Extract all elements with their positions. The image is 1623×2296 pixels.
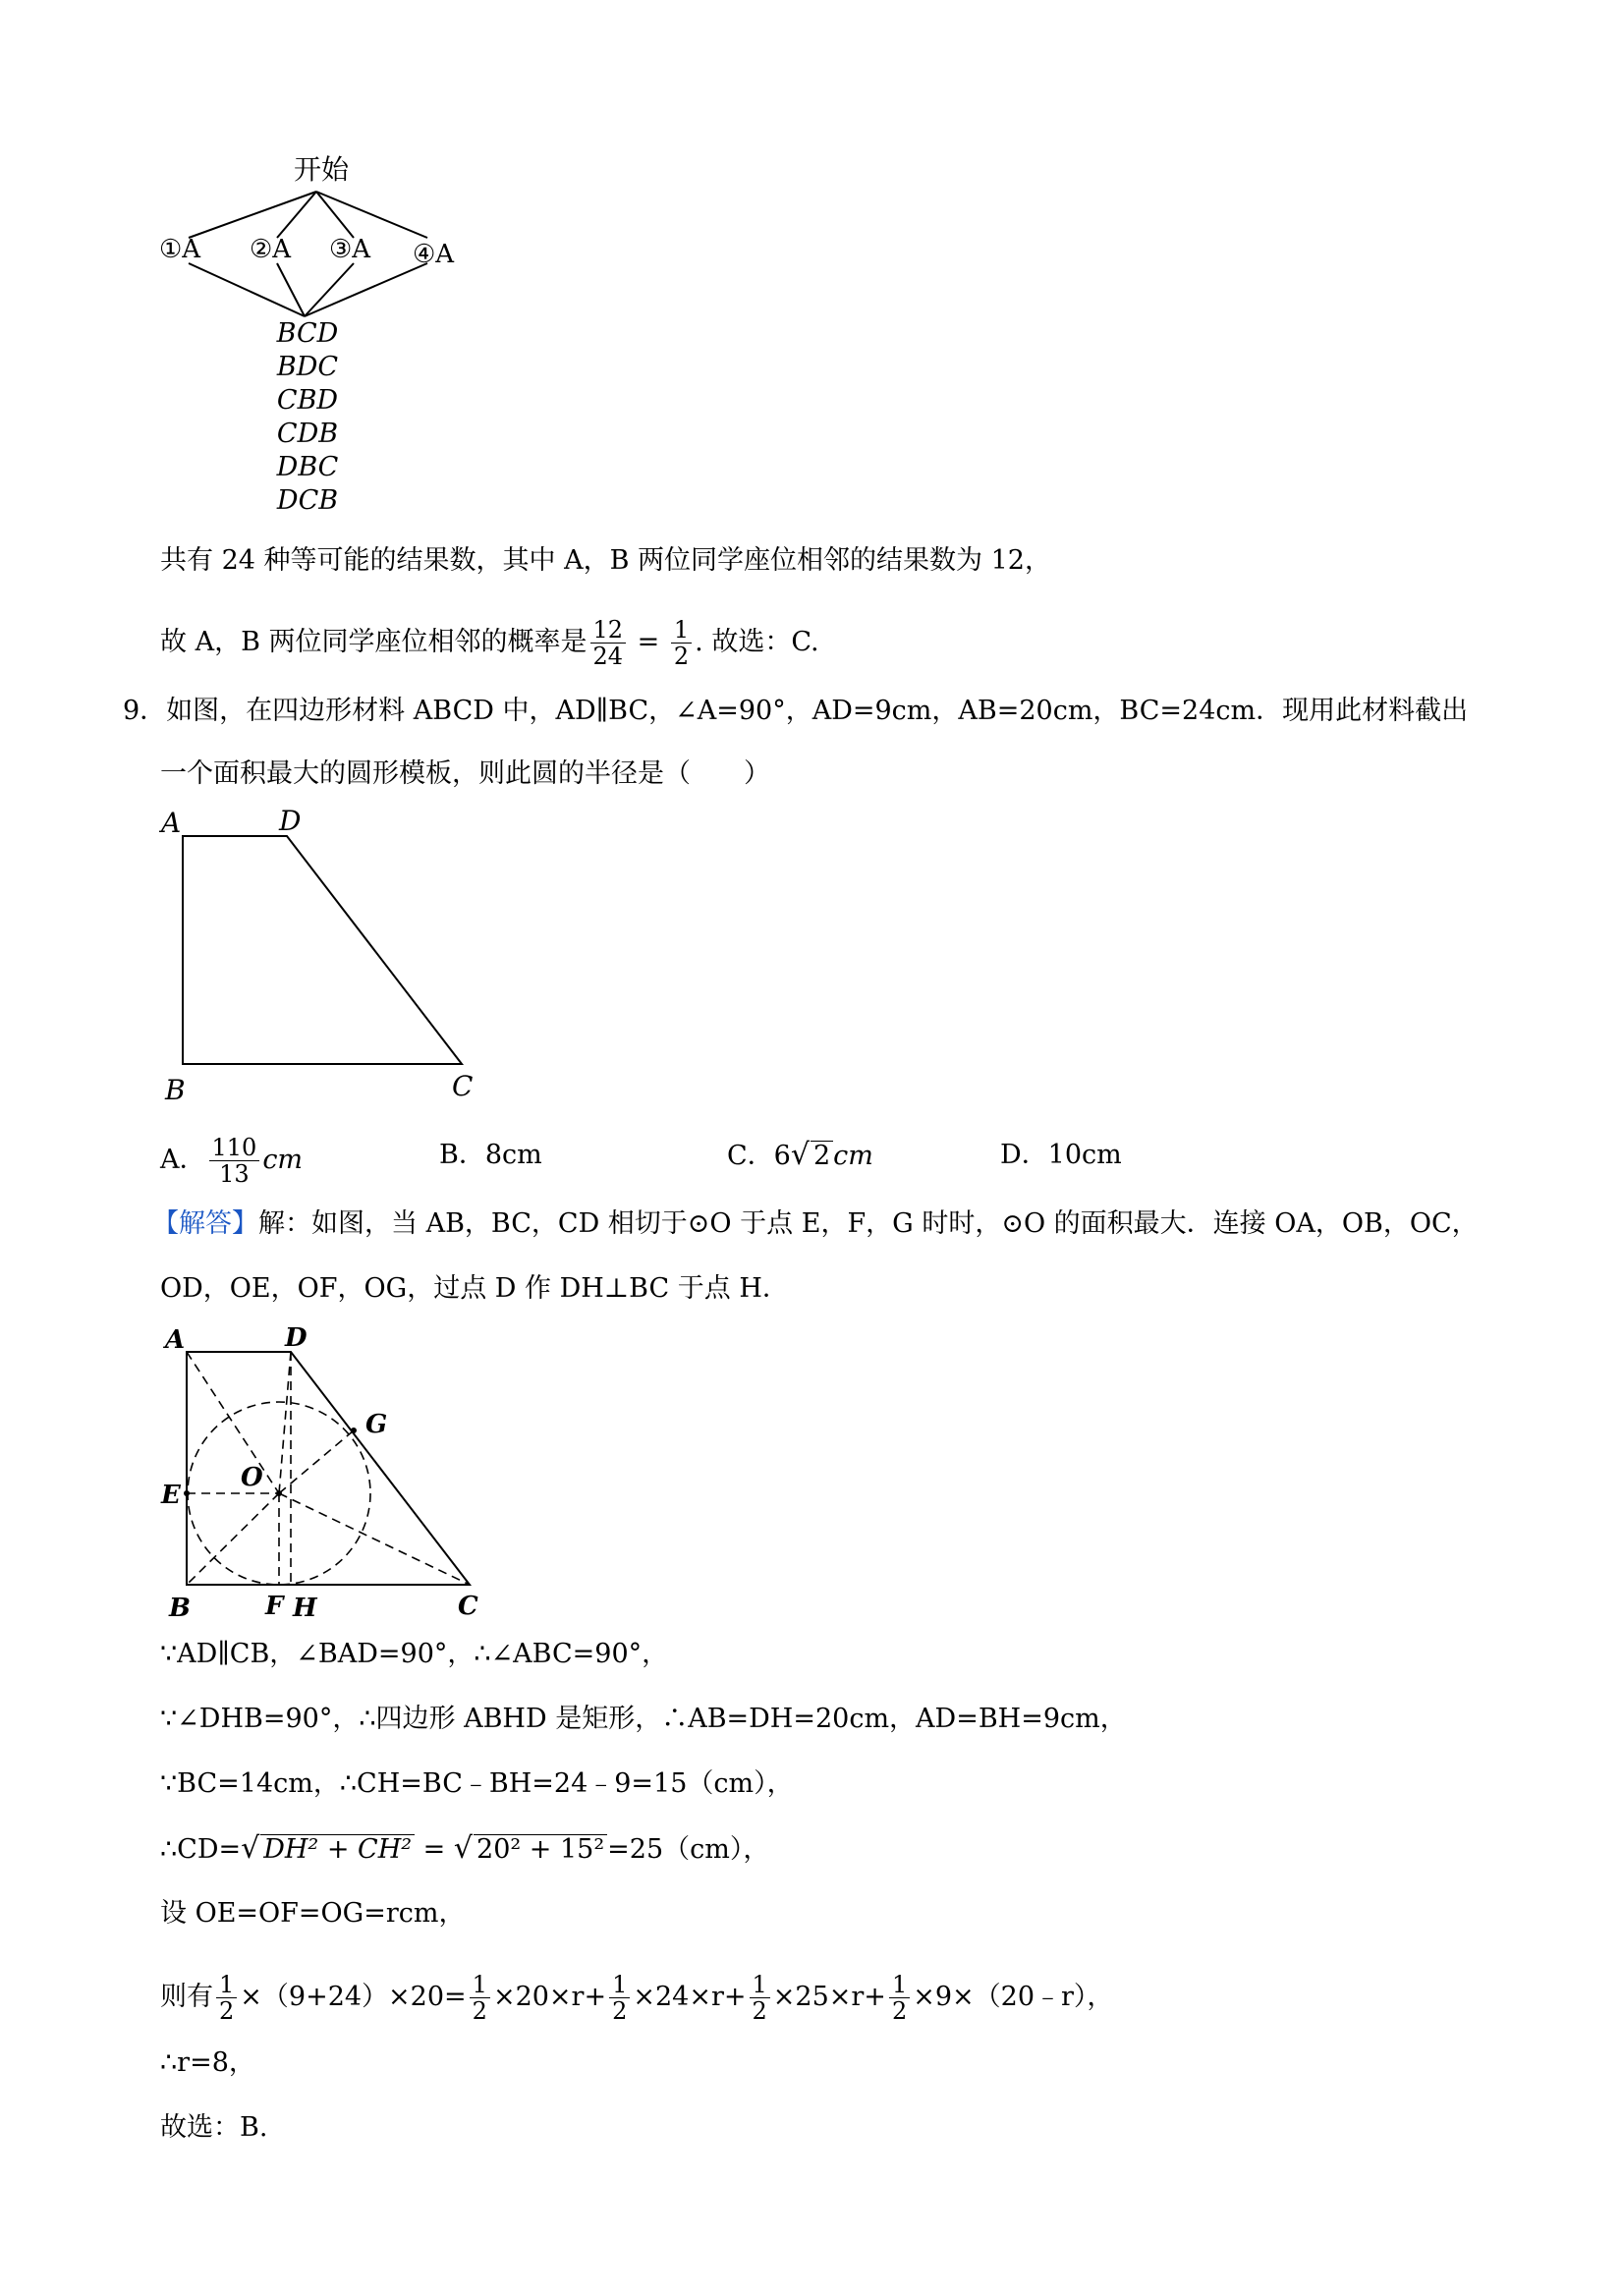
fraction-1-2: $\frac{1}{2}$	[671, 617, 692, 669]
answer-line-2: OD，OE，OF，OG，过点 D 作 DH⊥BC 于点 H．	[160, 1273, 789, 1304]
fig1-label-B: B	[165, 1074, 186, 1106]
option-d[interactable]: D．10cm	[1000, 1140, 1122, 1170]
tree-outcome-4: CDB	[276, 419, 339, 449]
option-a[interactable]: A． $\frac{110}{13}$ cm	[160, 1134, 304, 1188]
step-5: 设 OE=OF=OG=rcm，	[160, 1898, 466, 1929]
q9-stem-line-2: 一个面积最大的圆形模板，则此圆的半径是（ ）	[160, 758, 770, 789]
answer-line-1: 【解答】解：如图，当 AB，BC，CD 相切于⊙O 于点 E，F，G 时时，⊙O 的面积最大．连接 OA，OB，OC，	[152, 1208, 1479, 1239]
fig2-label-D: D	[285, 1323, 308, 1353]
trapezoid-figure	[157, 801, 491, 1115]
fig2-label-A: A	[165, 1325, 186, 1355]
step-3: ∵BC=14cm，∴CH=BC﹣BH=24﹣9=15（cm），	[160, 1768, 794, 1799]
q8-result-line: 共有 24 种等可能的结果数，其中 A，B 两位同学座位相邻的结果数为 12，	[160, 545, 1051, 576]
fig1-label-A: A	[161, 807, 182, 839]
fig2-label-C: C	[458, 1592, 478, 1621]
step-8: 故选：B.	[160, 2112, 268, 2143]
fraction-12-24: $\frac{12}{24}$	[590, 617, 627, 669]
step-1: ∵AD∥CB，∠BAD=90°，∴∠ABC=90°，	[160, 1639, 669, 1669]
fig2-label-E: E	[161, 1481, 181, 1510]
fig2-label-B: B	[169, 1594, 191, 1623]
tree-branch-2: ②A	[250, 235, 292, 264]
tree-branch-3: ③A	[329, 235, 371, 264]
step-6: 则有 $\frac{1}{2}$ ×（9+24）×20= $\frac{1}{2}$ ×20×r+ $\frac{1}{2}$ ×24×r+ $\frac{1}{2}$ ×25×r+ $\frac{1}{2}$ ×9×（20﹣r），	[160, 1971, 1114, 2025]
tree-start-label: 开始	[293, 153, 350, 186]
tree-branch-4: ④A	[413, 240, 455, 269]
fig1-label-C: C	[452, 1070, 474, 1102]
tree-outcome-1: BCD	[276, 318, 339, 349]
tree-outcome-5: DBC	[276, 452, 339, 482]
tree-outcome-2: BDC	[276, 352, 339, 382]
fig2-label-G: G	[365, 1410, 388, 1439]
tree-outcome-3: CBD	[276, 385, 339, 416]
answer-tag: 【解答】	[152, 1208, 258, 1239]
tree-outcome-6: DCB	[276, 485, 339, 516]
fig2-label-H: H	[293, 1594, 317, 1623]
fig2-label-O: O	[241, 1463, 263, 1492]
fig1-label-D: D	[279, 805, 302, 837]
step-7: ∴r=8，	[160, 2047, 255, 2078]
fig2-label-F: F	[265, 1592, 284, 1621]
step-4: ∴CD=√ DH² + CH² = √ 20² + 15² =25（cm），	[160, 1831, 770, 1866]
tree-diagram	[147, 147, 481, 521]
tree-branch-1: ①A	[159, 235, 201, 264]
option-b[interactable]: B．8cm	[439, 1140, 542, 1170]
option-c[interactable]: C．6√ 2 cm	[727, 1138, 873, 1172]
q8-probability-line: 故 A，B 两位同学座位相邻的概率是 $\frac{12}{24}$ = $\frac{1}{2}$ . 故选：C.	[160, 616, 819, 670]
step-2: ∵∠DHB=90°，∴四边形 ABHD 是矩形，∴AB=DH=20cm，AD=BH=9cm，	[160, 1704, 1127, 1734]
option-a-fraction: $\frac{110}{13}$	[209, 1135, 260, 1187]
q9-stem-line-1: 9．如图，在四边形材料 ABCD 中，AD∥BC，∠A=90°，AD=9cm，AB=20cm，BC=24cm．现用此材料截出	[123, 696, 1469, 726]
incircle-figure	[157, 1316, 491, 1621]
